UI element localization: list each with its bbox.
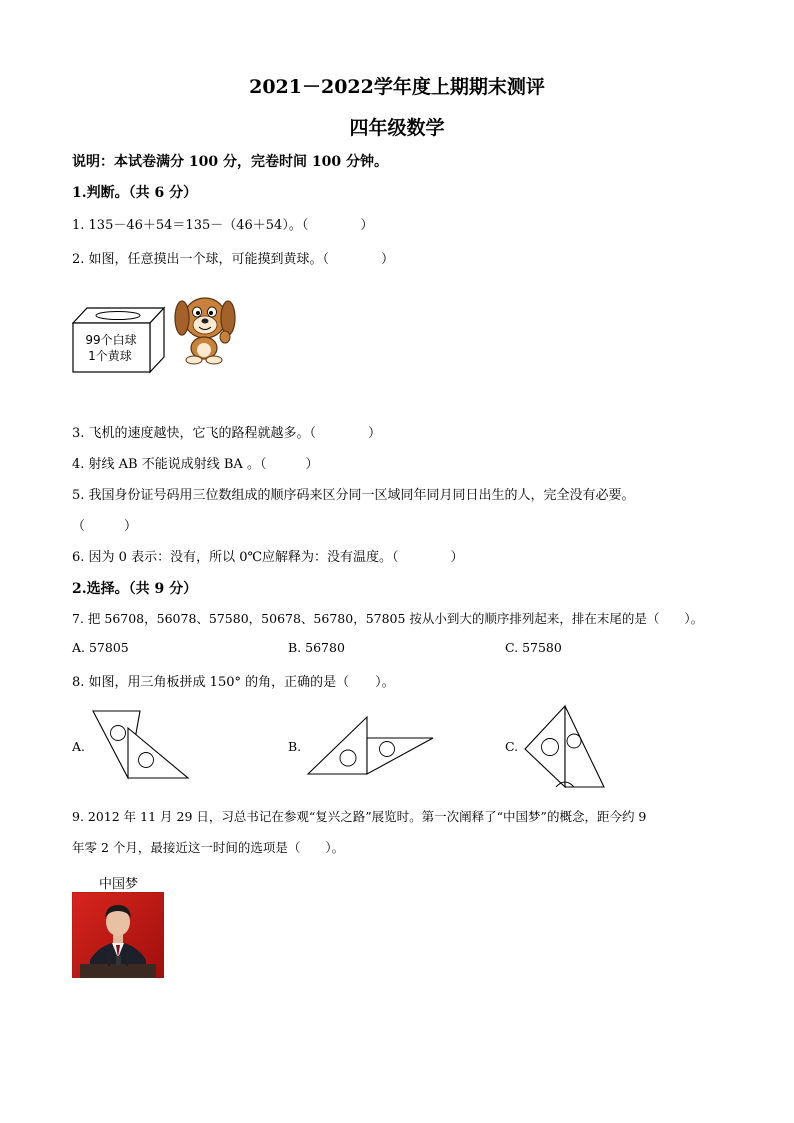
question-8-option-c: C.: [505, 739, 519, 754]
photo-caption: 中国梦: [99, 877, 139, 892]
question-2: 2. 如图，任意摸出一个球，可能摸到黄球。（ ）: [72, 252, 395, 267]
question-6: 6. 因为 0 表示：没有，所以 0℃应解释为：没有温度。（ ）: [72, 550, 464, 565]
question-5: 5. 我国身份证号码用三位数组成的顺序码来区分同一区域同年同月同日出生的人，完全没有必要。: [72, 488, 635, 503]
question-1: 1. 135－46＋54＝135－（46＋54）。（ ）: [72, 218, 374, 233]
ball-box-figure: [72, 305, 167, 375]
page-subtitle: 四年级数学: [349, 117, 445, 139]
question-7-option-a: A. 57805: [72, 640, 129, 655]
question-7-option-c: C. 57580: [505, 640, 562, 655]
question-7-option-b: B. 56780: [288, 640, 345, 655]
section1-heading: 1.判断。（共 6 分）: [72, 185, 198, 201]
question-8-option-a: A.: [72, 739, 86, 754]
question-7: 7. 把 56708，56078、57580，50678、56780，57805 按从小到大的顺序排列起来，排在末尾的是（ ）。: [72, 611, 704, 626]
question-3: 3. 飞机的速度越快，它飞的路程就越多。（ ）: [72, 426, 382, 441]
question-9-line-2: 年零 2 个月，最接近这一时间的选项是（ ）。: [72, 840, 345, 855]
question-8: 8. 如图，用三角板拼成 150° 的角，正确的是（ ）。: [72, 675, 395, 690]
question-8-option-b: B.: [288, 739, 302, 754]
dog-illustration: [172, 288, 238, 366]
speaker-photo: [72, 892, 164, 978]
triangle-figure-b: [305, 713, 437, 778]
section2-heading: 2.选择。（共 9 分）: [72, 581, 198, 597]
triangle-figure-c: [522, 703, 608, 791]
page-title: 2021－2022学年度上期期末测评: [249, 76, 545, 98]
triangle-figure-a: [90, 708, 192, 783]
instructions: 说明：本试卷满分 100 分，完卷时间 100 分钟。: [72, 154, 388, 170]
question-5-answer-blank: （ ）: [72, 519, 138, 534]
box-label-white: 99个白球: [85, 333, 137, 347]
question-9-line-1: 9. 2012 年 11 月 29 日，习总书记在参观“复兴之路”展览时。第一次阐释了“中国梦”的概念，距今约 9: [72, 809, 647, 824]
box-label-yellow: 1个黄球: [88, 349, 132, 363]
question-4: 4. 射线 AB 不能说成射线 BA 。（ ）: [72, 457, 319, 472]
